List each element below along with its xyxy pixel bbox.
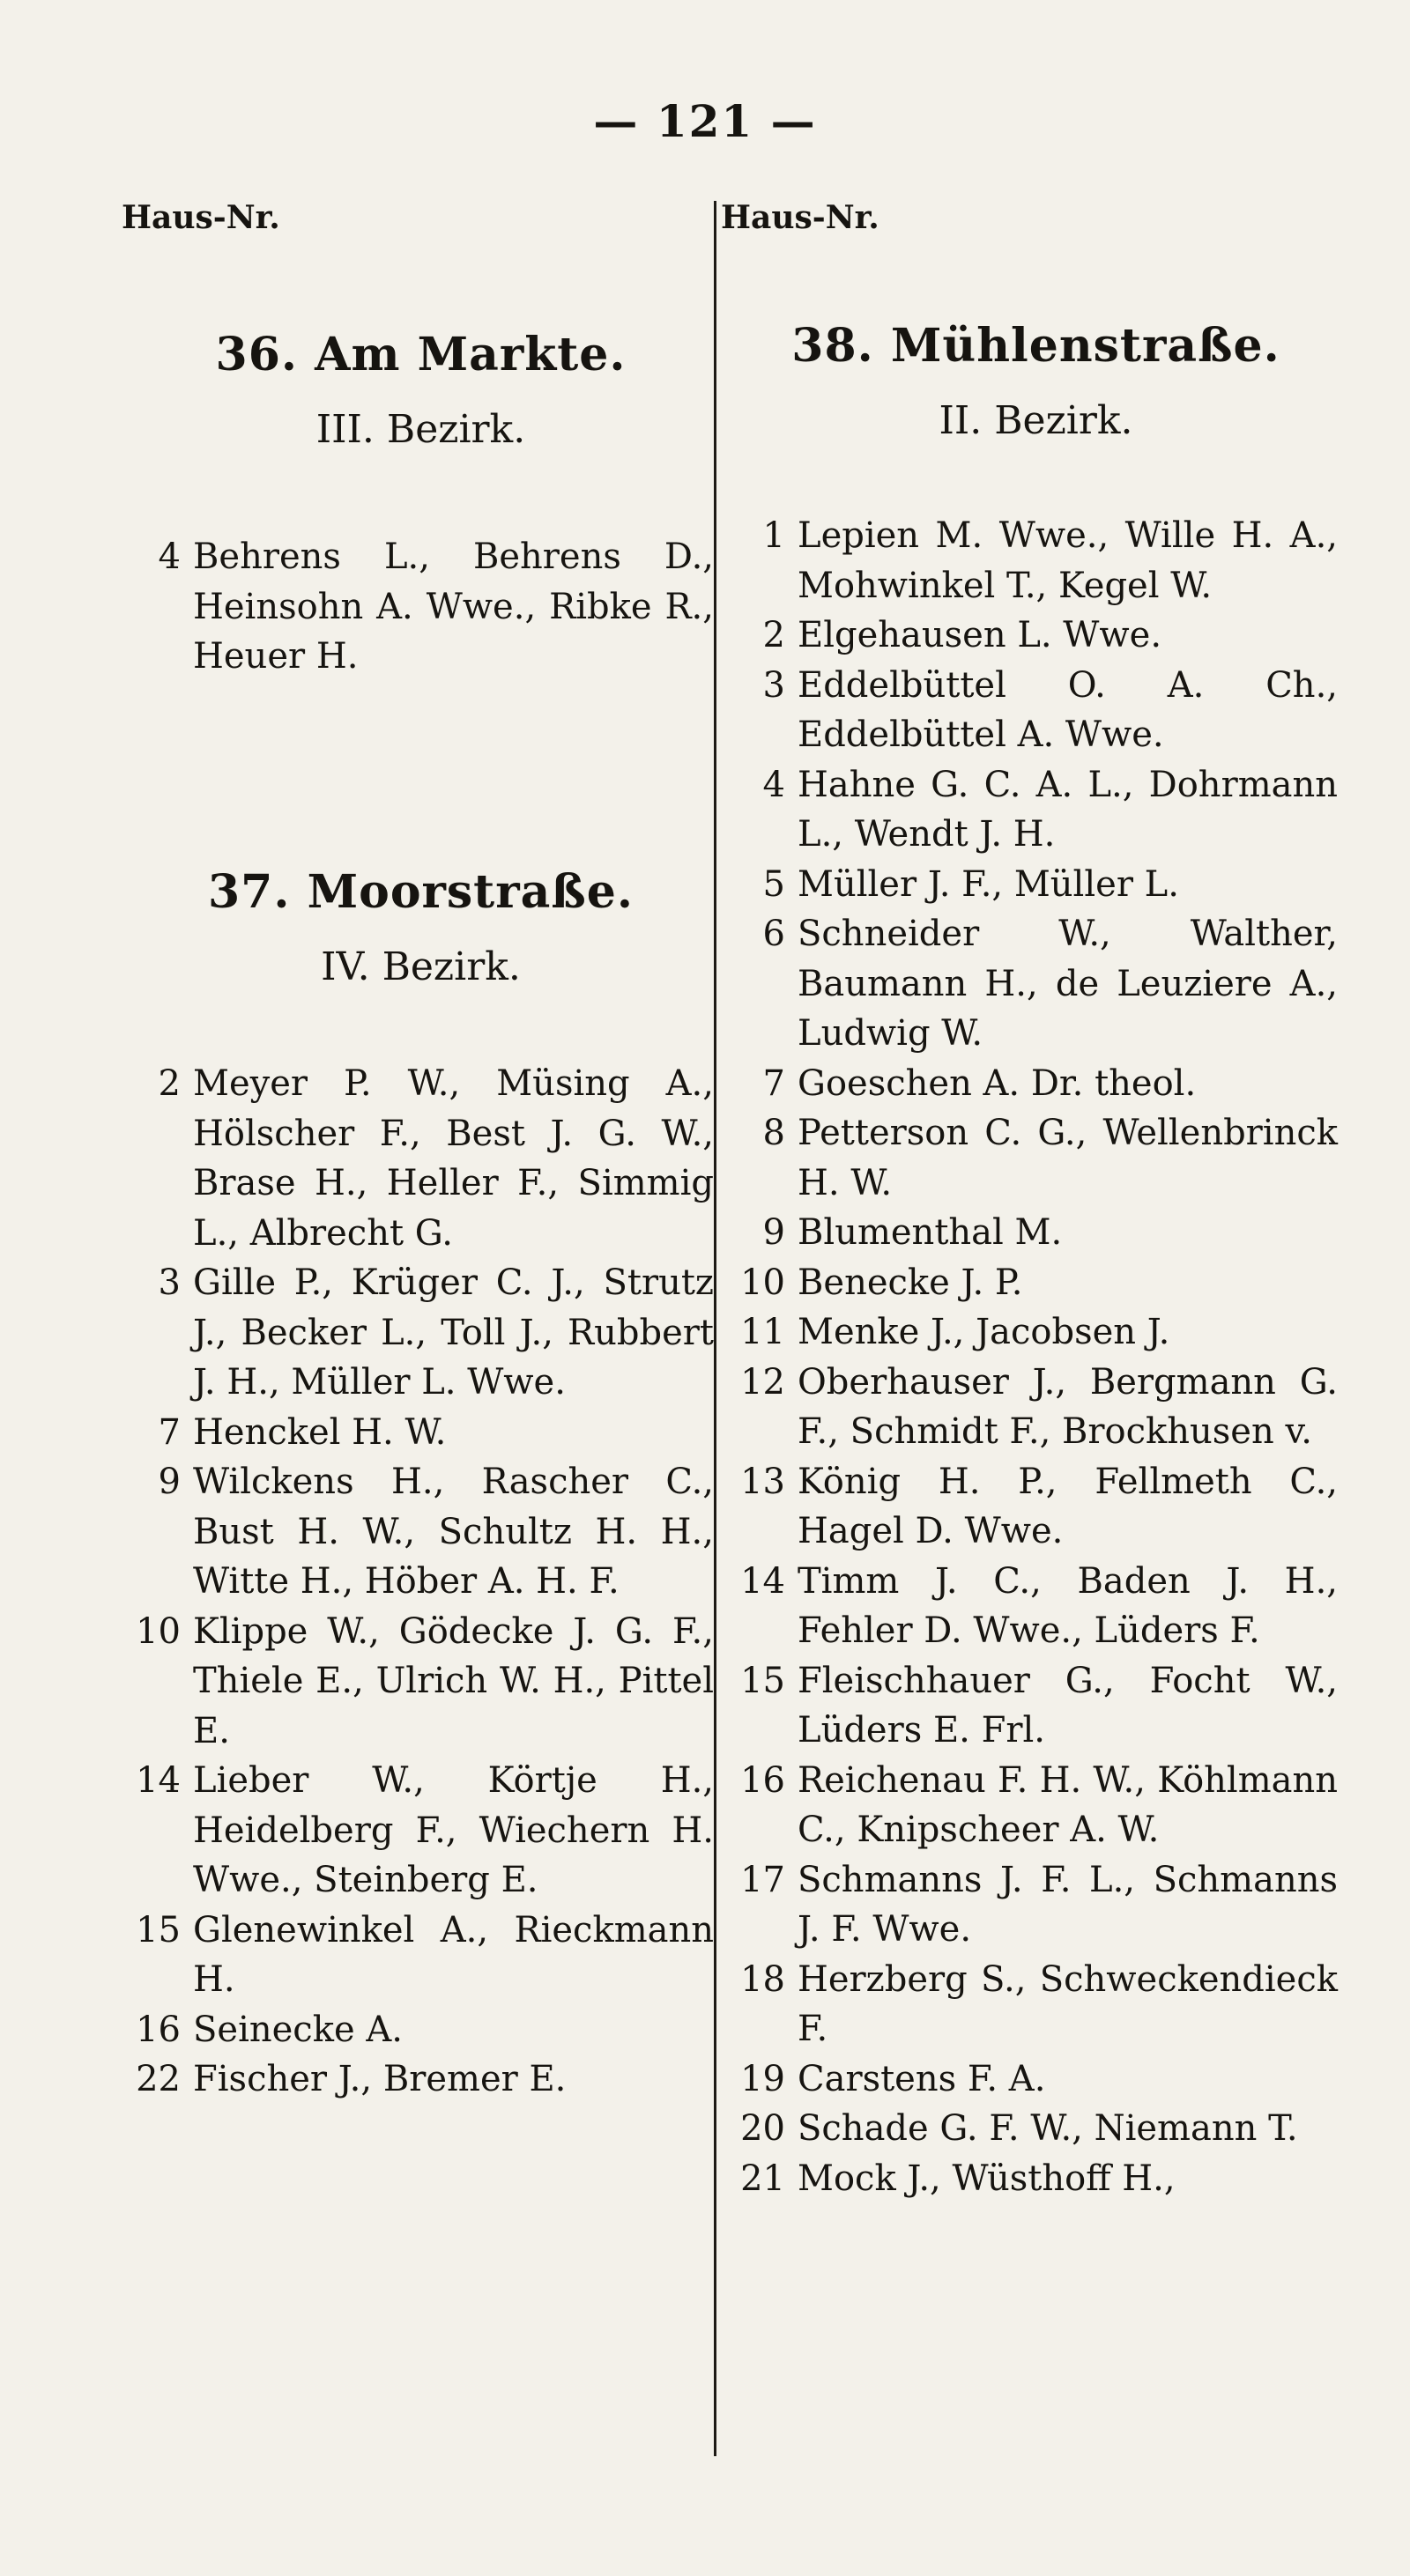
house-number: 10 [136,1610,181,1652]
residents: Schneider W., Walther, Baumann H., de Leuziere A., Ludwig W. [798,914,1338,1054]
list-item [734,2104,1338,2154]
residents: Lepien M. Wwe., Wille H. A., Mohwinkel T., Kegel W. [798,515,1338,606]
house-number: 20 [740,2108,785,2149]
residents: Menke J., Jacobsen J. [798,1312,1170,1352]
list-item [734,611,1338,661]
list-item [734,1258,1338,1308]
list-item [734,909,1338,1059]
house-number: 22 [136,2059,181,2099]
list-item [128,1607,714,1757]
list-item [734,661,1338,760]
list-item [734,511,1338,611]
residents: Henckel H. W. [193,1411,447,1453]
house-number: 5 [762,863,785,905]
residents: Schmanns J. F. L., Schmanns J. F. Wwe. [798,1859,1338,1950]
residents: Klippe W., Gödecke J. G. F., Thiele E., Ulrich W. H., Pittel E. [193,1610,714,1751]
section-title: 37. Moorstraße. [208,865,634,919]
house-number: 2 [762,615,785,655]
residents: König H. P., Fellmeth C., Hagel D. Wwe. [798,1461,1338,1551]
house-number: 10 [740,1262,785,1303]
residents: Wilckens H., Rascher C., Bust H. W., Schultz H. H., Witte H., Höber A. H. F. [193,1462,714,1602]
house-number: 2 [158,1063,181,1104]
list-item [734,1108,1338,1208]
house-number: 1 [762,515,785,556]
house-number: 12 [740,1361,785,1403]
list-item [734,1557,1338,1656]
section-district: III. Bezirk. [315,407,526,452]
house-number: 9 [762,1212,785,1253]
residents: Blumenthal M. [798,1212,1063,1253]
list-item [128,532,714,682]
residents: Seinecke A. [193,2009,403,2050]
list-item [734,1059,1338,1109]
residents: Oberhauser J., Bergmann G. F., Schmidt F., Brockhusen v. [798,1361,1338,1452]
residents: Timm J. C., Baden J. H., Fehler D. Wwe., Lüders F. [798,1560,1338,1651]
page-number: — 121 — [593,95,817,147]
list-item [734,1307,1338,1358]
residents: Lieber W., Körtje H., Heidelberg F., Wiechern H. Wwe., Steinberg E. [193,1760,714,1900]
residents: Benecke J. P. [798,1262,1023,1303]
house-number: 7 [158,1411,181,1453]
house-number-header-right: Haus-Nr. [721,199,879,236]
list-item [734,1955,1338,2054]
house-number: 19 [740,2058,785,2099]
residents: Elgehausen L. Wwe. [798,615,1162,655]
house-number: 3 [762,664,785,706]
residents: Müller J. F., Müller L. [798,863,1179,905]
house-number: 15 [740,1660,785,1701]
list-item [128,1408,714,1458]
residents: Hahne G. C. A. L., Dohrmann L., Wendt J. H. [798,764,1338,855]
residents: Carstens F. A. [798,2058,1046,2099]
house-number: 16 [136,2009,181,2050]
house-number: 14 [136,1760,181,1801]
list-item [734,1756,1338,1855]
section-am-markte [128,326,714,456]
house-number: 15 [136,1909,181,1951]
residents: Gille P., Krüger C. J., Strutz J., Becker L., Toll J., Rubbert J. H., Müller L. Wwe. [193,1262,714,1403]
house-number: 14 [740,1560,785,1602]
section-moorstrasse [128,863,714,994]
list-item [734,1656,1338,1756]
house-number: 18 [740,1958,785,2000]
residents: Mock J., Wüsthoff H., [798,2158,1176,2199]
entries-muehlenstrasse [734,511,1338,2203]
house-number: 4 [762,764,785,805]
house-number: 16 [740,1759,785,1801]
list-item [128,2054,714,2105]
section-district: IV. Bezirk. [321,944,521,989]
residents: Reichenau F. H. W., Köhlmann C., Knipscheer A. W. [798,1759,1338,1850]
list-item [128,2005,714,2055]
house-number: 13 [740,1461,785,1502]
list-item [128,1059,714,1258]
residents: Meyer P. W., Müsing A., Hölscher F., Best J. G. W., Brase H., Heller F., Simmig L., Albrecht G. [193,1063,714,1254]
residents: Eddelbüttel O. A. Ch., Eddelbüttel A. Wwe. [798,664,1338,755]
column-divider [714,201,716,2456]
section-district: II. Bezirk. [939,398,1133,443]
house-number: 7 [762,1062,785,1104]
list-item [128,1906,714,2005]
residents: Petterson C. G., Wellenbrinck H. W. [798,1113,1338,1203]
list-item [734,760,1338,860]
house-number: 8 [762,1113,785,1153]
house-number: 6 [762,914,785,954]
entries-am-markte [128,532,714,682]
house-number-header-left: Haus-Nr. [122,199,280,236]
list-item [128,1756,714,1906]
residents: Fleischhauer G., Focht W., Lüders E. Frl. [798,1660,1338,1751]
residents: Behrens L., Behrens D., Heinsohn A. Wwe., Ribke R., Heuer H. [193,537,714,677]
entries-moorstrasse [128,1059,714,2105]
section-muehlenstrasse [734,317,1338,448]
list-item [734,2154,1338,2204]
list-item [734,2054,1338,2105]
house-number: 11 [740,1312,785,1352]
list-item [734,1358,1338,1457]
house-number: 17 [740,1859,785,1900]
residents: Goeschen A. Dr. theol. [798,1062,1197,1104]
list-item [734,860,1338,910]
residents: Herzberg S., Schweckendieck F. [798,1958,1338,2049]
section-title: 38. Mühlenstraße. [791,319,1280,373]
section-title: 36. Am Markte. [215,328,627,381]
list-item [734,1457,1338,1557]
house-number: 9 [158,1462,181,1502]
residents: Schade G. F. W., Niemann T. [798,2108,1298,2149]
residents: Glenewinkel A., Rieckmann H. [193,1909,714,2000]
house-number: 3 [158,1262,181,1303]
house-number: 4 [158,537,181,577]
list-item [128,1457,714,1607]
house-number: 21 [740,2158,785,2199]
list-item [128,1258,714,1408]
list-item [734,1855,1338,1955]
residents: Fischer J., Bremer E. [193,2059,567,2099]
list-item [734,1208,1338,1258]
